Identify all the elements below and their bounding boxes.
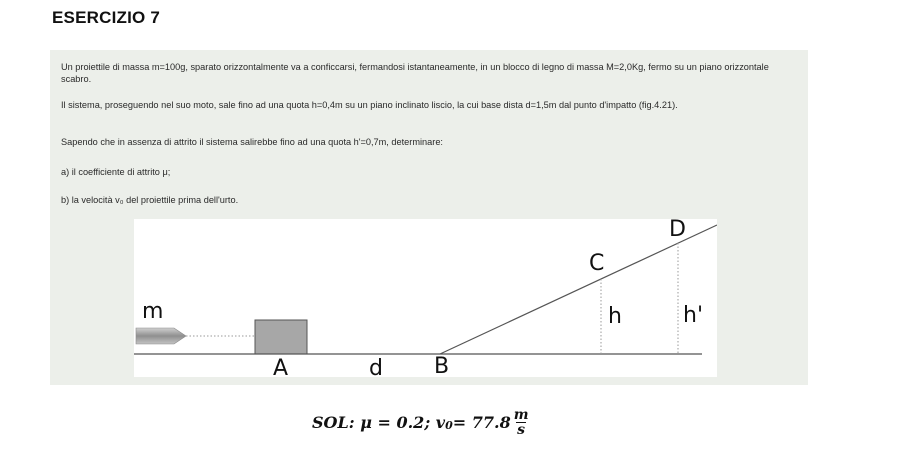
problem-paragraph-1: Un proiettile di massa m=100g, sparato orizzontalmente va a conficcarsi, fermandosi istantaneamente, in un blocco di legno di massa M=2,0Kg, fermo su un piano orizzontale scabro. xyxy=(61,62,769,84)
question-b: b) la velocità v₀ del proiettile prima dell'urto. xyxy=(61,195,239,205)
diagram-svg xyxy=(134,219,717,377)
label-C: C xyxy=(589,251,605,276)
problem-paragraph-2: Il sistema, proseguendo nel suo moto, sale fino ad una quota h=0,4m su un piano inclinato liscio, la cui base dista d=1,5m dal punto d'impatto (fig.4.21). xyxy=(61,100,678,110)
wooden-block xyxy=(255,320,307,354)
solution-value: = 77.8 xyxy=(452,413,511,432)
incline-line xyxy=(440,225,717,354)
solution-line xyxy=(312,408,530,437)
unit-numerator: m xyxy=(513,407,529,423)
bullet-shape xyxy=(136,328,186,344)
label-h-prime: h' xyxy=(683,303,703,328)
solution-subscript: 0 xyxy=(445,419,453,432)
exercise-title: ESERCIZIO 7 xyxy=(52,8,161,27)
figure-diagram xyxy=(134,217,717,381)
label-A: A xyxy=(273,356,289,381)
label-B: B xyxy=(434,354,450,379)
unit-denominator: s xyxy=(517,422,526,438)
label-m: m xyxy=(142,299,164,324)
problem-paragraph-3: Sapendo che in assenza di attrito il sistema salirebbe fino ad una quota h'=0,7m, determinare: xyxy=(61,137,443,147)
question-a: a) il coefficiente di attrito μ; xyxy=(61,167,171,177)
solution-unit-fraction xyxy=(513,408,530,437)
label-h: h xyxy=(608,304,622,329)
label-D: D xyxy=(669,217,686,242)
label-d: d xyxy=(369,356,383,381)
solution-prefix: SOL: μ = 0.2; v xyxy=(312,413,446,432)
